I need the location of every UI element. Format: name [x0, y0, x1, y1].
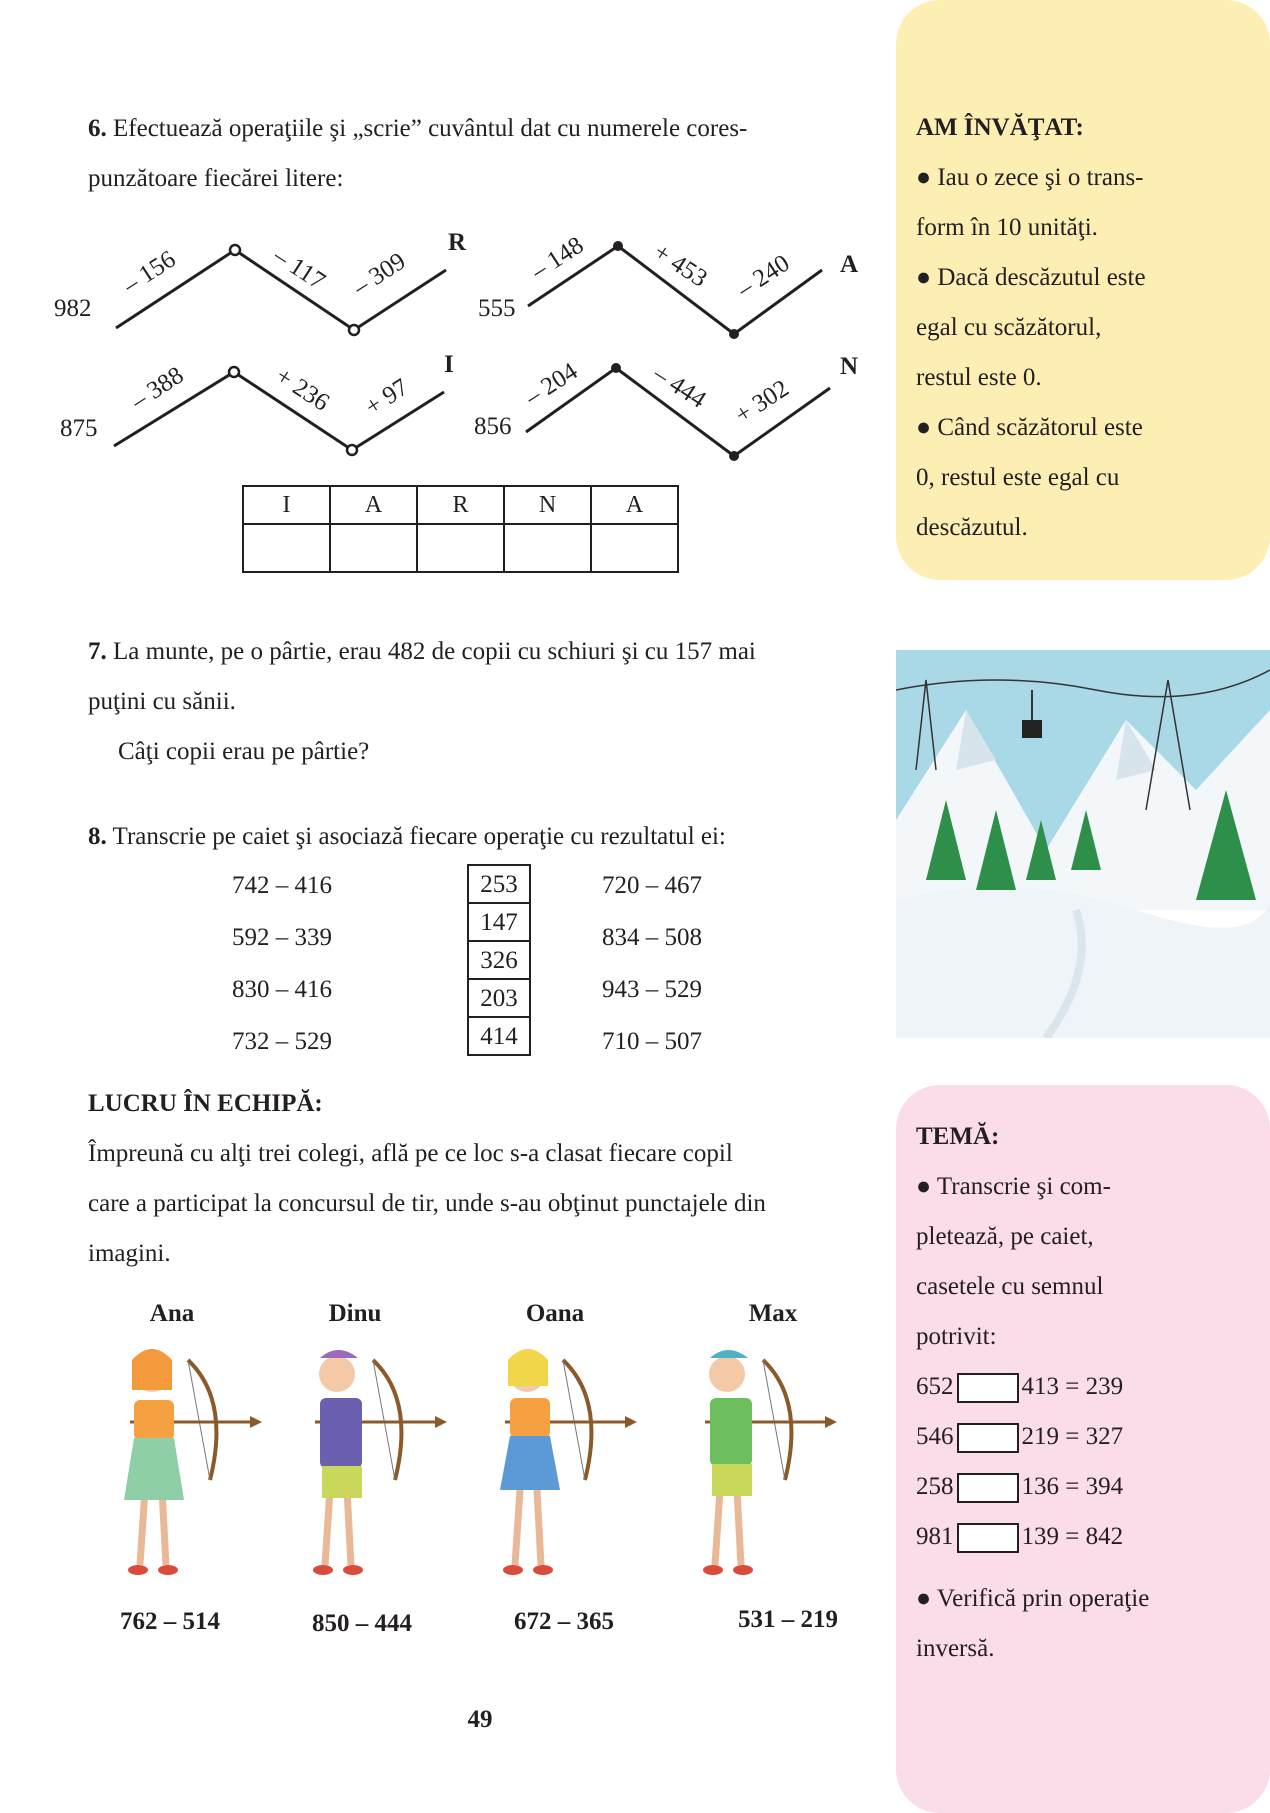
homework-line: pletează, pe caiet,: [916, 1223, 1094, 1250]
equation-operand: 981: [916, 1523, 954, 1550]
kid-name-oana: Oana: [525, 1300, 585, 1327]
equation-operand: 652: [916, 1373, 954, 1400]
page-number: 49: [467, 1706, 493, 1733]
equation-rest: 136 = 394: [1021, 1473, 1124, 1500]
answer-cell[interactable]: [243, 524, 330, 572]
archer-oana: [500, 1349, 637, 1575]
chain-r: [54, 229, 467, 335]
homework-line: casetele cu semnul: [916, 1273, 1104, 1300]
chain-n-op2: – 444: [648, 360, 711, 414]
archer-ana: [124, 1349, 262, 1575]
ex7-number: 7.: [88, 638, 107, 665]
chain-r-op2: – 117: [268, 242, 330, 296]
answer-cell[interactable]: [504, 524, 591, 572]
winter-slope-illustration: [896, 650, 1270, 1038]
kid-name-dinu: Dinu: [328, 1300, 382, 1327]
result: 253: [469, 866, 529, 904]
chain-r-op1: – 156: [118, 245, 181, 300]
operation: 732 – 529: [232, 1028, 332, 1055]
word-letter: A: [330, 486, 417, 524]
result: 147: [469, 904, 529, 942]
equation-operand: 258: [916, 1473, 954, 1500]
word-letter: I: [243, 486, 330, 524]
kid-name-max: Max: [748, 1300, 798, 1327]
word-letter: R: [417, 486, 504, 524]
chain-r-letter: R: [448, 229, 467, 256]
archer-dinu: [313, 1350, 447, 1575]
equation-row: [916, 1412, 1256, 1462]
word-letter: N: [504, 486, 591, 524]
chain-n-start: 856: [474, 413, 512, 440]
score-max: 531 – 219: [738, 1606, 838, 1633]
score-dinu: 850 – 444: [312, 1610, 412, 1637]
learned-line: restul este 0.: [916, 364, 1042, 391]
operation: 834 – 508: [602, 924, 702, 951]
homework-line: ● Transcrie şi com-: [916, 1173, 1111, 1200]
ex8-left-ops: [232, 860, 332, 1068]
team-line2: care a participat la concursul de tir, unde s-au obţinut punctajele din: [88, 1190, 766, 1217]
operation: 943 – 529: [602, 976, 702, 1003]
sign-box[interactable]: [957, 1523, 1019, 1553]
ex7-line1: [88, 627, 888, 677]
homework-check-line: ● Verifică prin operaţie: [916, 1585, 1150, 1612]
equation-rest: 413 = 239: [1021, 1373, 1124, 1400]
chain-r-start: 982: [54, 295, 92, 322]
equation-operand: 546: [916, 1423, 954, 1450]
equation-rest: 139 = 842: [1021, 1523, 1124, 1550]
kid-name-ana: Ana: [149, 1300, 195, 1327]
operation: 710 – 507: [602, 1028, 702, 1055]
chain-i-op1: – 388: [126, 361, 189, 416]
ex8-number: 8.: [88, 823, 107, 850]
homework-check-line: inversă.: [916, 1635, 995, 1662]
ex6-instruction: [88, 104, 878, 154]
chain-i-op3: + 97: [360, 373, 414, 422]
ex8-instruction: [88, 812, 888, 862]
equation-row: [916, 1462, 1256, 1512]
ex6-number: 6.: [88, 115, 107, 142]
chain-a-letter: A: [840, 251, 859, 278]
team-line1: Împreună cu alţi trei colegi, află pe ce loc s-a clasat fiecare copil: [88, 1140, 733, 1167]
archer-max: [703, 1350, 837, 1575]
learned-line: form în 10 unităţi.: [916, 214, 1098, 241]
ex6-line1: Efectuează operaţiile şi „scrie” cuvântul dat cu numerele cores-: [106, 115, 748, 142]
ex7-text: La munte, pe o pârtie, erau 482 de copii cu schiuri şi cu 157 mai: [106, 638, 756, 665]
chain-a: [478, 232, 858, 339]
chain-a-op1: – 148: [526, 231, 589, 286]
chain-a-start: 555: [478, 295, 516, 322]
chain-n: [474, 353, 858, 461]
operation: 830 – 416: [232, 976, 332, 1003]
operation: 592 – 339: [232, 924, 332, 951]
homework-line: potrivit:: [916, 1323, 997, 1350]
ex6-line2: punzătoare fiecărei litere:: [88, 165, 344, 192]
team-heading: LUCRU ÎN ECHIPĂ:: [88, 1090, 323, 1117]
learned-line: ● Dacă descăzutul este: [916, 264, 1146, 291]
sign-box[interactable]: [957, 1473, 1019, 1503]
equation-rest: 219 = 327: [1021, 1423, 1124, 1450]
chain-i-start: 875: [60, 415, 98, 442]
ex8-right-ops: [602, 860, 702, 1068]
result: 326: [469, 942, 529, 980]
homework-content: [916, 1112, 1256, 1674]
learned-heading: AM ÎNVĂŢAT:: [916, 114, 1084, 141]
learned-line: 0, restul este egal cu: [916, 464, 1120, 491]
learned-line: egal cu scăzătorul,: [916, 314, 1102, 341]
result: 414: [480, 1023, 518, 1050]
chain-n-op3: + 302: [730, 374, 794, 430]
equation-row: [916, 1512, 1256, 1562]
operation: 720 – 467: [602, 872, 702, 899]
sign-box[interactable]: [957, 1423, 1019, 1453]
homework-heading: TEMĂ:: [916, 1123, 1000, 1150]
ex8-text: Transcrie pe caiet şi asociază fiecare operaţie cu rezultatul ei:: [106, 823, 726, 850]
result: 203: [469, 980, 529, 1018]
answer-cell[interactable]: [330, 524, 417, 572]
archers-illustration: [90, 1340, 880, 1590]
word-table: [242, 485, 679, 573]
learned-line: ● Iau o zece şi o trans-: [916, 164, 1144, 191]
chain-a-op3: – 240: [732, 249, 795, 304]
chain-n-op1: – 204: [520, 357, 583, 412]
word-letter: A: [591, 486, 678, 524]
ex7-question: Câţi copii erau pe pârtie?: [118, 738, 370, 765]
learned-content: [916, 103, 1256, 553]
ex6-chains-diagram: [40, 210, 880, 480]
chain-i-op2: + 236: [270, 362, 334, 417]
operation: 742 – 416: [232, 872, 332, 899]
ex8-results-box: [467, 864, 531, 1056]
score-oana: 672 – 365: [514, 1608, 614, 1635]
chain-i-letter: I: [444, 351, 454, 378]
sign-box[interactable]: [957, 1373, 1019, 1403]
ex7-line2: puţini cu sănii.: [88, 688, 236, 715]
answer-cell[interactable]: [591, 524, 678, 572]
chain-r-op3: – 309: [348, 247, 411, 302]
equation-row: [916, 1362, 1256, 1412]
learned-line: ● Când scăzătorul este: [916, 414, 1143, 441]
score-ana: 762 – 514: [120, 1608, 220, 1635]
team-line3: imagini.: [88, 1240, 171, 1267]
chain-i: [60, 351, 454, 455]
learned-line: descăzutul.: [916, 514, 1028, 541]
chain-n-letter: N: [840, 353, 859, 380]
chain-a-op2: + 453: [648, 238, 712, 293]
answer-cell[interactable]: [417, 524, 504, 572]
